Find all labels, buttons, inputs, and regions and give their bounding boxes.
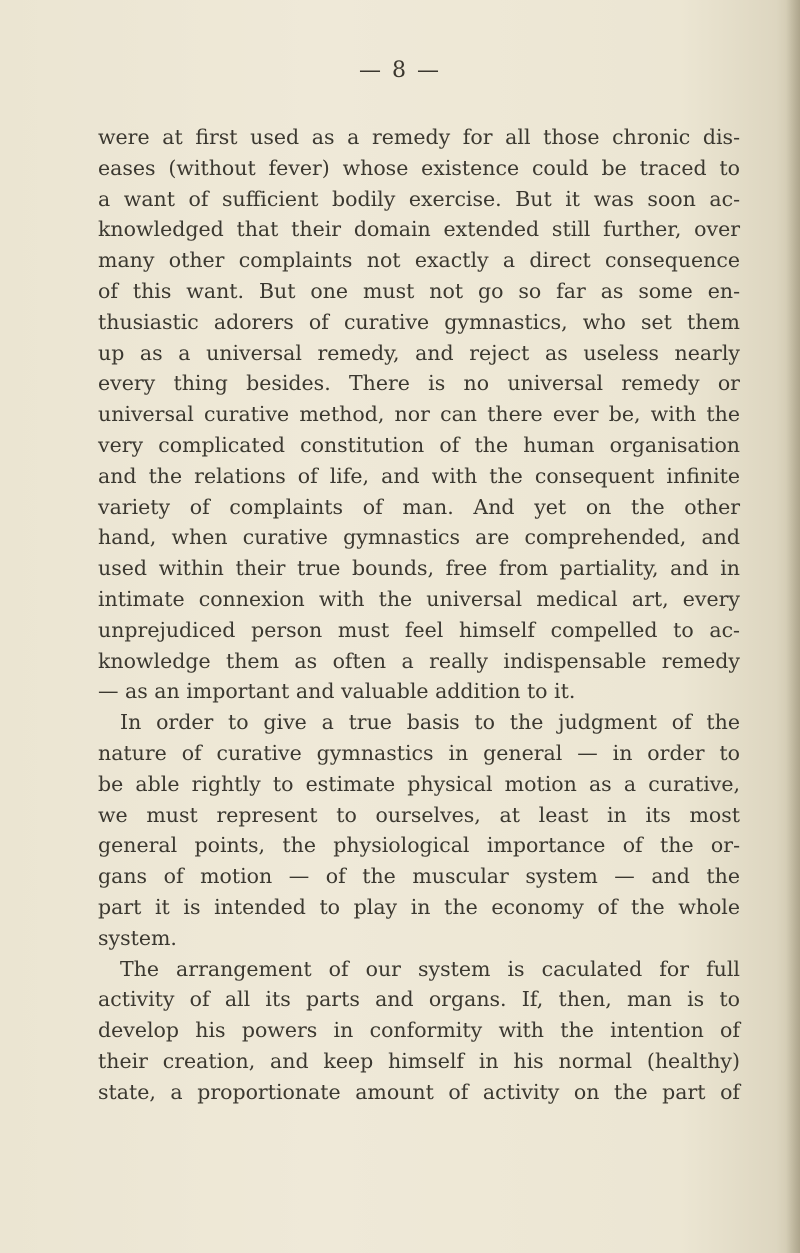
text-line: In order to give a true basis to the judgment of the (120, 710, 740, 735)
text-line: nature of curative gymnastics in general — in order to (98, 740, 740, 765)
page-number-header: — 8 — (359, 58, 441, 83)
text-line: up as a universal remedy, and reject as useless nearly (98, 340, 740, 365)
text-line: general points, the physiological importance of the or- (98, 833, 740, 858)
text-line: and the relations of life, and with the consequent infinite (98, 463, 740, 488)
text-line: used within their true bounds, free from partiality, and in (98, 556, 740, 581)
text-line: universal curative method, nor can there ever be, with the (98, 402, 740, 427)
text-line: variety of complaints of man. And yet on the other (98, 494, 740, 519)
text-line: system. (98, 925, 177, 950)
text-line: develop his powers in conformity with the intention of (98, 1018, 740, 1043)
text-line: thusiastic adorers of curative gymnastics, who set them (98, 309, 740, 334)
text-line: unprejudiced person must feel himself compelled to ac- (98, 617, 740, 642)
text-line: we must represent to ourselves, at least in its most (98, 802, 740, 827)
text-line: very complicated constitution of the human organisation (98, 432, 740, 457)
text-line: knowledged that their domain extended still further, over (98, 217, 740, 242)
text-line: hand, when curative gymnastics are comprehended, and (98, 525, 740, 550)
text-line: every thing besides. There is no universal remedy or (98, 371, 740, 396)
text-line: — as an important and valuable addition to it. (98, 679, 576, 704)
text-line: their creation, and keep himself in his normal (healthy) (98, 1048, 740, 1073)
body-text (98, 122, 740, 1108)
text-line: gans of motion — of the muscular system — and the (98, 864, 740, 889)
page-edge-shadow (786, 0, 800, 1253)
text-line: activity of all its parts and organs. If, then, man is to (98, 987, 740, 1012)
text-line: eases (without fever) whose existence could be traced to (98, 155, 740, 180)
text-line: were at first used as a remedy for all those chronic dis- (98, 125, 740, 149)
text-line: knowledge them as often a really indispensable remedy (98, 648, 740, 673)
text-line: intimate connexion with the universal medical art, every (98, 586, 740, 611)
text-line: part it is intended to play in the economy of the whole (98, 894, 740, 919)
text-line: state, a proportionate amount of activity on the part of (98, 1079, 740, 1104)
text-line: be able rightly to estimate physical motion as a curative, (98, 771, 740, 796)
text-line: many other complaints not exactly a direct consequence (98, 248, 740, 273)
text-line: of this want. But one must not go so far as some en- (98, 278, 740, 303)
text-line: a want of sufficient bodily exercise. But it was soon ac- (98, 186, 740, 211)
text-line: The arrangement of our system is caculated for full (120, 956, 740, 981)
